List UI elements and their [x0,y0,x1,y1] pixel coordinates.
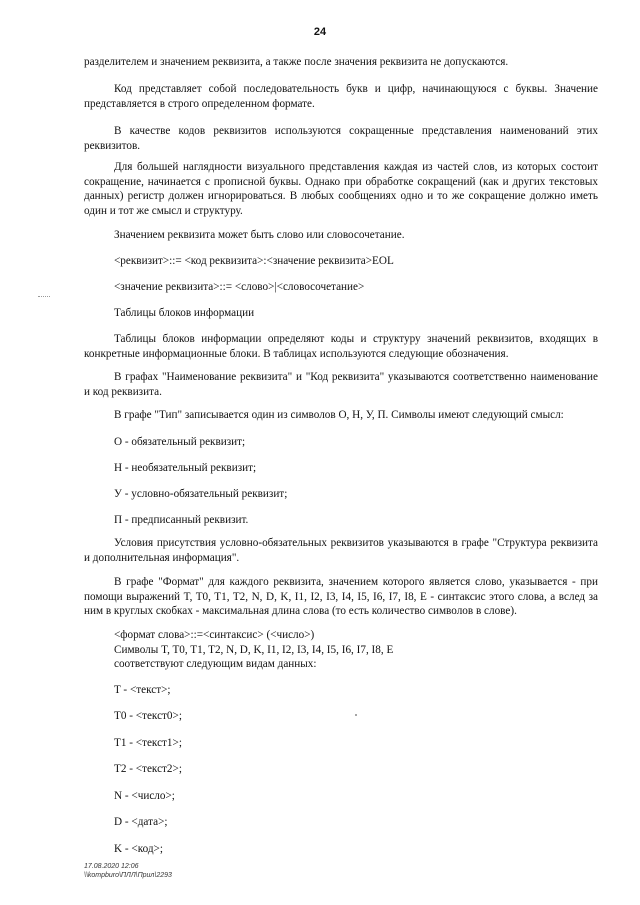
paragraph-tables-intro: Таблицы блоков информации определяют коды и структуру значений реквизитов, входящих в конкретные информационные блоки. В таблицах используются следующие обозначения. [84,333,598,360]
paragraph-separator-rule: разделителем и значением реквизита, а также после значения реквизита не допускаются. [84,56,509,68]
type-prescribed: П - предписанный реквизит. [114,514,249,526]
type-number: N - <число>; [114,790,175,802]
margin-scan-mark [38,296,50,298]
paragraph-code-definition: Код представляет собой последовательность букв и цифр, начинающуюся с буквы. Значение представляется в строго определенном формате. [84,83,598,110]
paragraph-capitalization: Для большей наглядности визуального представления каждая из частей слов, из которых состоит сокращение, начинается с прописной буквы. Однако при обработке сокращений (как и других текстовых данных) регистр должен игнорироваться. В любых сообщениях одно и то же сокращение должно иметь один и тот же смысл и структуру. [84,161,598,217]
paragraph-conditions: Условия присутствия условно-обязательных реквизитов указываются в графе "Структура реквизита и дополнительная информация". [84,537,598,564]
page-number: 24 [313,26,327,38]
grammar-requisite-value: <значение реквизита>::= <слово>|<словосочетание> [114,281,365,293]
type-mandatory: О - обязательный реквизит; [114,436,246,448]
footer-date: 17.08.2020 12:06 [84,863,139,870]
type-text0: T0 - <текст0>; [114,710,182,722]
footer-path: \\kompburo\ПЛЛ\Прил\2293 [84,872,172,879]
type-text2: T2 - <текст2>; [114,763,182,775]
section-heading: Таблицы блоков информации [114,307,255,319]
format-grammar-block [114,628,594,672]
grammar-requisite: <реквизит>::= <код реквизита>:<значение реквизита>EOL [114,255,394,267]
paragraph-type-column: В графе "Тип" записывается один из символов О, Н, У, П. Символы имеют следующий смысл: [114,409,564,421]
format-symbols-line: Символы T, T0, T1, T2, N, D, K, I1, I2, I3, I4, I5, I6, I7, I8, E [114,643,394,656]
type-text: T - <текст>; [114,684,171,696]
paragraph-format-column: В графе "Формат" для каждого реквизита, значением которого является слово, указывается - при помощи выражений T, T0, T1, T2, N, D, K, I1, I2, I3, I4, I5, I6, I7, I8, E - синтаксис этого слова, а вслед за ним в круглых скобках - максимальная длина слова (то есть количество символов в слове). [84,576,598,617]
paragraph-code-abbreviations: В качестве кодов реквизитов используются сокращенные представления наименований этих реквизитов. [84,125,598,152]
format-correspond-line: соответствуют следующим видам данных: [114,658,317,670]
type-code: K - <код>; [114,843,163,855]
paragraph-value-type: Значением реквизита может быть слово или словосочетание. [114,229,405,241]
type-optional: Н - необязательный реквизит; [114,462,257,474]
paragraph-name-code-columns: В графах "Наименование реквизита" и "Код реквизита" указываются соответственно наименование и код реквизита. [84,371,598,398]
type-conditional: У - условно-обязательный реквизит; [114,488,288,500]
print-footer [84,862,172,880]
format-grammar-line: <формат слова>::=<синтаксис> (<число>) [114,629,315,641]
type-text1: T1 - <текст1>; [114,737,182,749]
type-date: D - <дата>; [114,816,168,828]
scan-dot [355,714,357,716]
